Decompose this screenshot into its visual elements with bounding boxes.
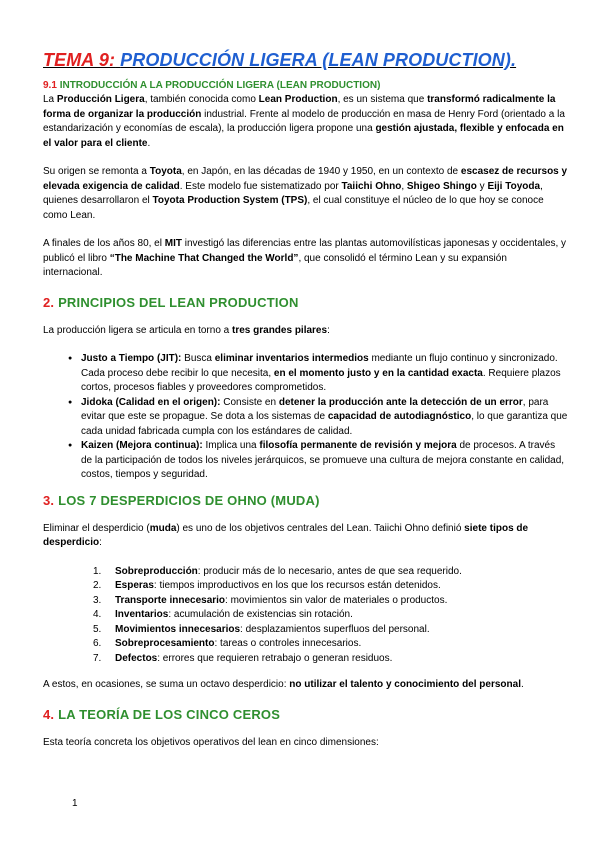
title-label: TEMA 9: <box>43 50 116 70</box>
section-1-heading: 9.1 INTRODUCCIÓN A LA PRODUCCIÓN LIGERA (LEAN PRODUCTION) <box>43 80 381 91</box>
intro-paragraph-1: La Producción Ligera, también conocida como Lean Production, es un sistema que transformó radicalmente la forma de organizar la producción industrial. Frente al modelo de producción en masa de Henry Ford (orientado a la estandarización y economías de escala), la producción ligera propone una gestión ajustada, flexible y enfocada en el valor para el cliente. <box>43 94 565 149</box>
section-4-heading: 4. LA TEORÍA DE LOS CINCO CEROS <box>43 706 281 722</box>
muda-intro: Eliminar el desperdicio (muda) es uno de los objetivos centrales del Lean. Taiichi Ohno definió siete tipos de desperdicio: <box>43 522 529 548</box>
list-item: 7. Defectos: errores que requieren retrabajo o generan residuos. <box>93 652 393 664</box>
five-zeros-intro: Esta teoría concreta los objetivos operativos del lean en cinco dimensiones: <box>43 736 379 748</box>
list-item: 4. Inventarios: acumulación de existencias sin rotación. <box>93 609 353 620</box>
list-item: ● Justo a Tiempo (JIT): Busca eliminar inventarios intermedios mediante un flujo continuo y sincronizado. Cada proceso debe recibir lo que necesita, en el momento justo y en la cantidad exacta. Requiere plazos cortos, procesos fiables y proveedores comprometidos. <box>68 352 568 396</box>
list-item: 5. Movimientos innecesarios: desplazamientos superfluos del personal. <box>93 623 430 635</box>
section-2-heading: 2. PRINCIPIOS DEL LEAN PRODUCTION <box>43 294 299 310</box>
muda-list <box>43 565 568 667</box>
title-text: PRODUCCIÓN LIGERA (LEAN PRODUCTION). <box>120 50 517 70</box>
principles-intro: La producción ligera se articula en torno a tres grandes pilares: <box>43 324 330 336</box>
list-item: 6. Sobreprocesamiento: tareas o controles innecesarios. <box>93 638 362 649</box>
list-item: 2. Esperas: tiempos improductivos en los que los recursos están detenidos. <box>93 580 441 591</box>
principles-list <box>43 352 568 483</box>
list-item: ● Kaizen (Mejora continua): Implica una filosofía permanente de revisión y mejora de procesos. A través de la participación de todos los niveles jerárquicos, se promueve una cultura de mejora constante en calidad, costos, tiempos y seguridad. <box>68 439 568 483</box>
page-number: 1 <box>72 798 78 809</box>
list-item: 3. Transporte innecesario: movimientos sin valor de materiales o productos. <box>93 594 448 606</box>
section-3-heading: 3. LOS 7 DESPERDICIOS DE OHNO (MUDA) <box>43 492 320 508</box>
intro-paragraph-2: Su origen se remonta a Toyota, en Japón, en las décadas de 1940 y 1950, en un contexto de escasez de recursos y elevada exigencia de calidad. Este modelo fue sistematizado por Taiichi Ohno, Shigeo Shingo y Eiji Toyoda, quienes desarrollaron el Toyota Production System (TPS), el cual constituye el núcleo de lo que hoy se conoce como Lean. <box>43 166 568 221</box>
list-item: 1. Sobreproducción: producir más de lo necesario, antes de que sea requerido. <box>93 565 462 577</box>
intro-paragraph-3: A finales de los años 80, el MIT investigó las diferencias entre las plantas automovilísticas japonesas y occidentales, y publicó el libro “The Machine That Changed the World”, que consolidó el término Lean y su expansión internacional. <box>43 238 567 278</box>
muda-outro: A estos, en ocasiones, se suma un octavo desperdicio: no utilizar el talento y conocimiento del personal. <box>43 679 524 690</box>
page-title <box>43 50 568 71</box>
list-item: ● Jidoka (Calidad en el origen): Consiste en detener la producción ante la detección de un error, para evitar que este se propague. Se dota a los sistemas de capacidad de autodiagnóstico, lo que garantiza que cada unidad fabricada cumpla con los estándares de calidad. <box>68 396 568 440</box>
document-page <box>43 50 568 764</box>
